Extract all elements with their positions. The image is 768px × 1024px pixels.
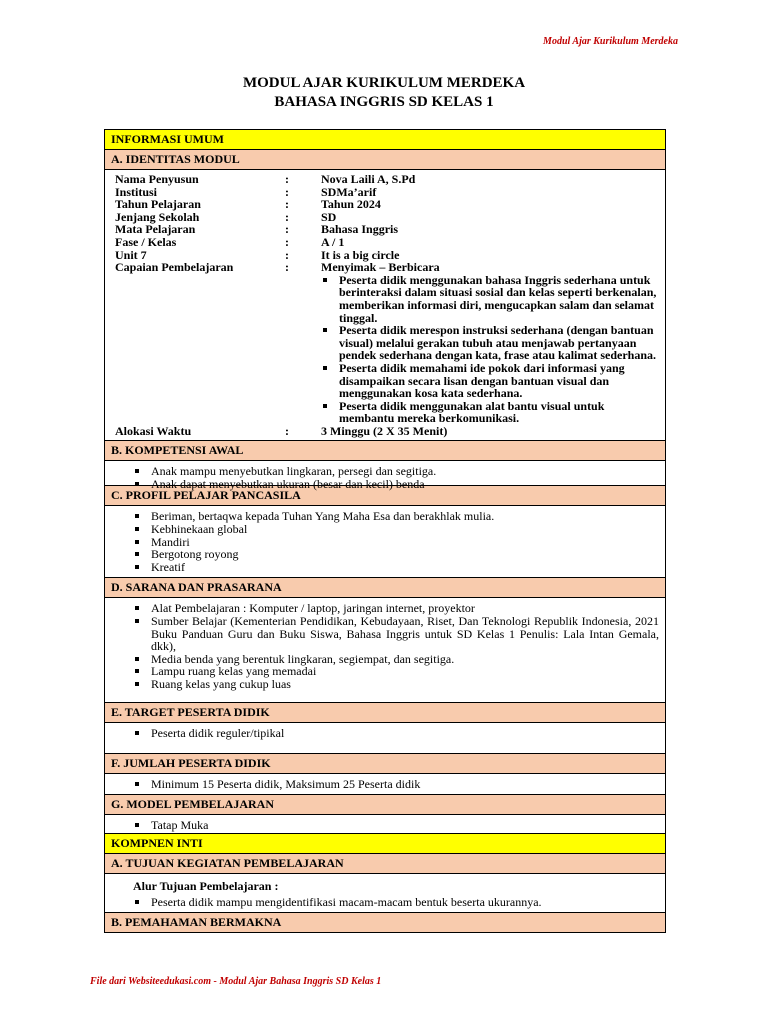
profil-block bbox=[105, 506, 665, 578]
section-inti-a-header: A. TUJUAN KEGIATAN PEMBELAJARAN bbox=[105, 854, 665, 874]
list-item: Sumber Belajar (Kementerian Pendidikan, Kebudayaan, Riset, Dan Teknologi Republik Indonesia, 2021 Buku Panduan Guru dan Buku Siswa, Bahasa Inggris untuk SD Kelas 1 Penulis: Lala Intan Gemala, dkk), bbox=[133, 615, 659, 653]
identitas-key: Nama Penyusun bbox=[115, 172, 199, 186]
footer-note: File dari Websiteedukasi.com - Modul Ajar Bahasa Inggris SD Kelas 1 bbox=[90, 976, 382, 987]
alur-label: Alur Tujuan Pembelajaran : bbox=[133, 879, 279, 894]
section-inti-b-header: B. PEMAHAMAN BERMAKNA bbox=[105, 913, 665, 932]
identitas-key: Mata Pelajaran bbox=[115, 222, 196, 237]
identitas-key: Institusi bbox=[115, 184, 158, 199]
list-item: Media benda yang berentuk lingkaran, segiempat, dan segitiga. bbox=[133, 653, 659, 666]
title-line-1: MODUL AJAR KURIKULUM MERDEKA bbox=[242, 75, 526, 91]
identitas-colon: : bbox=[285, 222, 289, 237]
capaian-item: Peserta didik menggunakan bahasa Inggris sederhana untuk berinteraksi dalam situasi sosial dan kelas seperti berkenalan, memberikan informasi diri, mengucapkan salam dan selamat tinggal. bbox=[321, 274, 659, 324]
alokasi-colon: : bbox=[285, 423, 289, 438]
identitas-row bbox=[115, 223, 659, 236]
identitas-value: Menyimak – Berbicara bbox=[321, 260, 440, 275]
alokasi-value: 3 Minggu (2 X 35 Menit) bbox=[321, 423, 448, 438]
identitas-value: Tahun 2024 bbox=[321, 197, 381, 212]
section-c-header: C. PROFIL PELAJAR PANCASILA bbox=[105, 486, 665, 506]
list-item: Alat Pembelajaran : Komputer / laptop, jaringan internet, proyektor bbox=[133, 602, 659, 615]
identitas-colon: : bbox=[285, 197, 289, 212]
capaian-item: Peserta didik menggunakan alat bantu visual untuk membantu mereka berkomunikasi. bbox=[321, 400, 659, 425]
identitas-value: A / 1 bbox=[321, 234, 345, 249]
identitas-key: Jenjang Sekolah bbox=[115, 209, 200, 224]
identitas-colon: : bbox=[285, 247, 289, 262]
identitas-row bbox=[115, 173, 659, 186]
identitas-key: Capaian Pembelajaran bbox=[115, 260, 234, 275]
identitas-value: Bahasa Inggris bbox=[321, 222, 399, 237]
section-g-header: G. MODEL PEMBELAJARAN bbox=[105, 795, 665, 815]
target-block bbox=[105, 723, 665, 754]
identitas-colon: : bbox=[285, 184, 289, 199]
identitas-colon: : bbox=[285, 234, 289, 249]
tujuan-block bbox=[105, 874, 665, 913]
capaian-list bbox=[321, 274, 659, 425]
section-a-header: A. IDENTITAS MODUL bbox=[105, 150, 665, 170]
identitas-row bbox=[115, 236, 659, 249]
list-item: Bergotong royong bbox=[133, 548, 659, 561]
alokasi-key: Alokasi Waktu bbox=[115, 423, 192, 438]
list-item: Anak dapat menyebutkan ukuran (besar dan kecil) benda bbox=[133, 478, 659, 491]
running-header: Modul Ajar Kurikulum Merdeka bbox=[543, 36, 678, 47]
identitas-value: It is a big circle bbox=[321, 247, 400, 262]
alokasi-row bbox=[115, 425, 659, 438]
identitas-colon: : bbox=[285, 172, 289, 186]
module-table bbox=[104, 129, 666, 933]
section-e-header: E. TARGET PESERTA DIDIK bbox=[105, 703, 665, 723]
list-item: Kebhinekaan global bbox=[133, 523, 659, 536]
list-item: Peserta didik reguler/tipikal bbox=[133, 727, 659, 740]
list-item: Lampu ruang kelas yang memadai bbox=[133, 665, 659, 678]
model-block bbox=[105, 815, 665, 834]
section-f-header: F. JUMLAH PESERTA DIDIK bbox=[105, 754, 665, 774]
list-item: Ruang kelas yang cukup luas bbox=[133, 678, 659, 691]
document-title bbox=[0, 74, 768, 112]
list-item: Anak mampu menyebutkan lingkaran, persegi dan segitiga. bbox=[133, 465, 659, 478]
list-item: Minimum 15 Peserta didik, Maksimum 25 Peserta didik bbox=[133, 778, 659, 791]
jumlah-block bbox=[105, 774, 665, 795]
komponen-inti-header: KOMPNEN INTI bbox=[105, 834, 665, 854]
identitas-key: Tahun Pelajaran bbox=[115, 197, 201, 212]
title-line-2: BAHASA INGGRIS SD KELAS 1 bbox=[274, 94, 494, 110]
identitas-value: SD bbox=[321, 209, 337, 224]
capaian-item: Peserta didik merespon instruksi sederhana (dengan bantuan visual) melalui gerakan tubuh atau menjawab pertanyaan pendek sederhana dengan kata, frase atau kalimat sederhana. bbox=[321, 324, 659, 362]
list-item: Beriman, bertaqwa kepada Tuhan Yang Maha Esa dan berakhlak mulia. bbox=[133, 510, 659, 523]
list-item: Mandiri bbox=[133, 536, 659, 549]
identitas-key: Unit 7 bbox=[115, 247, 147, 262]
identitas-colon: : bbox=[285, 260, 289, 275]
identitas-rows bbox=[105, 170, 665, 440]
list-item: Peserta didik mampu mengidentifikasi macam-macam bentuk beserta ukurannya. bbox=[133, 896, 659, 909]
identitas-block bbox=[105, 170, 665, 441]
identitas-colon: : bbox=[285, 209, 289, 224]
identitas-value: Nova Laili A, S.Pd bbox=[321, 172, 416, 186]
section-b-header: B. KOMPETENSI AWAL bbox=[105, 441, 665, 461]
sarana-block bbox=[105, 598, 665, 703]
list-item: Tatap Muka bbox=[133, 819, 659, 832]
list-item: Kreatif bbox=[133, 561, 659, 574]
informasi-umum-header: INFORMASI UMUM bbox=[105, 130, 665, 150]
section-d-header: D. SARANA DAN PRASARANA bbox=[105, 578, 665, 598]
identitas-row bbox=[115, 261, 659, 274]
identitas-key: Fase / Kelas bbox=[115, 234, 177, 249]
identitas-value: SDMa’arif bbox=[321, 184, 377, 199]
capaian-item: Peserta didik memahami ide pokok dari informasi yang disampaikan secara lisan dengan bantuan visual dan menggunakan kosa kata sederhana. bbox=[321, 362, 659, 400]
identitas-row bbox=[115, 198, 659, 211]
kompetensi-awal-block bbox=[105, 461, 665, 492]
